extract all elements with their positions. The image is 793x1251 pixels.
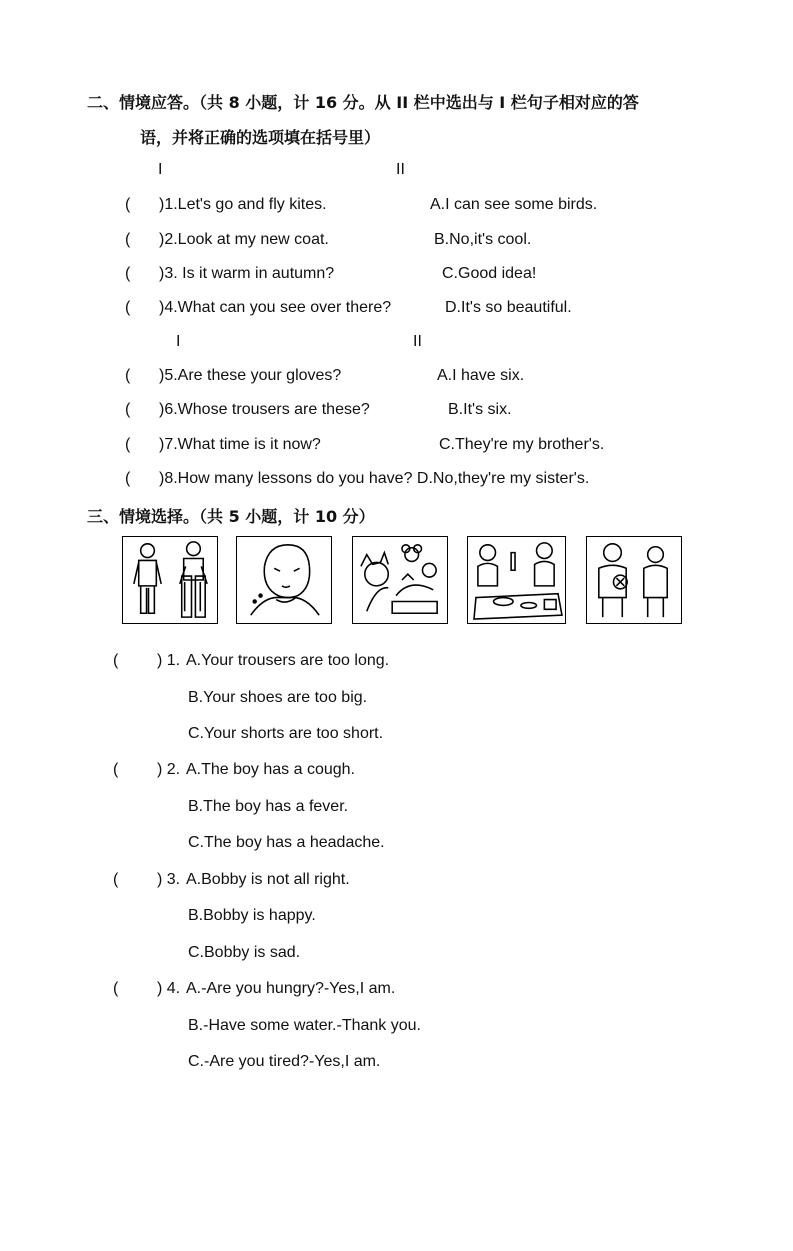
option-b: B.-Have some water.-Thank you. bbox=[188, 1017, 421, 1034]
picture-sad-bobby-at-party bbox=[352, 536, 448, 624]
column-ii-label: II bbox=[413, 333, 422, 350]
section2-title-cont: 语，并将正确的选项填在括号里） bbox=[140, 128, 381, 147]
answer-bracket[interactable]: ( bbox=[125, 367, 131, 384]
answer-bracket[interactable]: ( bbox=[125, 436, 131, 453]
column-ii-label: II bbox=[396, 161, 405, 178]
question-7: )7.What time is it now? bbox=[159, 436, 321, 453]
question-number: ) 2. bbox=[157, 761, 181, 778]
option-a: A.Bobby is not all right. bbox=[186, 871, 350, 888]
question-8-with-option-d: )8.How many lessons do you have? D.No,they're my sister's. bbox=[159, 470, 590, 487]
option-a: A.The boy has a cough. bbox=[186, 761, 355, 778]
option-c: C.Bobby is sad. bbox=[188, 944, 301, 961]
answer-bracket[interactable]: ( bbox=[125, 470, 131, 487]
answer-bracket[interactable]: ( bbox=[125, 231, 131, 248]
question-number: ) 1. bbox=[157, 652, 181, 669]
option-a: A.-Are you hungry?-Yes,I am. bbox=[186, 980, 396, 997]
option-c: C.The boy has a headache. bbox=[188, 834, 385, 851]
question-5: )5.Are these your gloves? bbox=[159, 367, 342, 384]
option-b: B.Bobby is happy. bbox=[188, 907, 316, 924]
question-4: )4.What can you see over there? bbox=[159, 299, 392, 316]
answer-bracket[interactable]: ( bbox=[113, 761, 119, 778]
section3-title: 三、情境选择。（共 5 小题，计 10 分） bbox=[87, 507, 375, 526]
option-a: A.I can see some birds. bbox=[430, 196, 598, 213]
option-c: C.Your shorts are too short. bbox=[188, 725, 384, 742]
option-c: C.-Are you tired?-Yes,I am. bbox=[188, 1053, 381, 1070]
option-b: B.Your shoes are too big. bbox=[188, 689, 368, 706]
picture-boy-coughing bbox=[236, 536, 332, 624]
column-i-label: I bbox=[158, 161, 163, 178]
option-d: D.It's so beautiful. bbox=[445, 299, 572, 316]
option-c: C.Good idea! bbox=[442, 265, 537, 282]
question-number: ) 4. bbox=[157, 980, 181, 997]
answer-bracket[interactable]: ( bbox=[113, 652, 119, 669]
option-b: B.No,it's cool. bbox=[434, 231, 532, 248]
option-a: A.Your trousers are too long. bbox=[186, 652, 390, 669]
question-2: )2.Look at my new coat. bbox=[159, 231, 329, 248]
section2-title: 二、情境应答。（共 8 小题，计 16 分。从 II 栏中选出与 I 栏句子相对应的答 bbox=[87, 93, 639, 112]
option-c: C.They're my brother's. bbox=[439, 436, 605, 453]
question-6: )6.Whose trousers are these? bbox=[159, 401, 370, 418]
answer-bracket[interactable]: ( bbox=[125, 196, 131, 213]
column-i-label: I bbox=[176, 333, 181, 350]
answer-bracket[interactable]: ( bbox=[113, 871, 119, 888]
answer-bracket[interactable]: ( bbox=[125, 299, 131, 316]
answer-bracket[interactable]: ( bbox=[125, 265, 131, 282]
answer-bracket[interactable]: ( bbox=[125, 401, 131, 418]
question-1: )1.Let's go and fly kites. bbox=[159, 196, 327, 213]
option-a: A.I have six. bbox=[437, 367, 525, 384]
answer-bracket[interactable]: ( bbox=[113, 980, 119, 997]
question-number: ) 3. bbox=[157, 871, 181, 888]
picture-family-having-picnic bbox=[467, 536, 566, 624]
option-b: B.The boy has a fever. bbox=[188, 798, 349, 815]
picture-two-boys-with-ball bbox=[586, 536, 682, 624]
picture-boy-with-long-trousers bbox=[122, 536, 218, 624]
option-b: B.It's six. bbox=[448, 401, 512, 418]
question-3: )3. Is it warm in autumn? bbox=[159, 265, 335, 282]
